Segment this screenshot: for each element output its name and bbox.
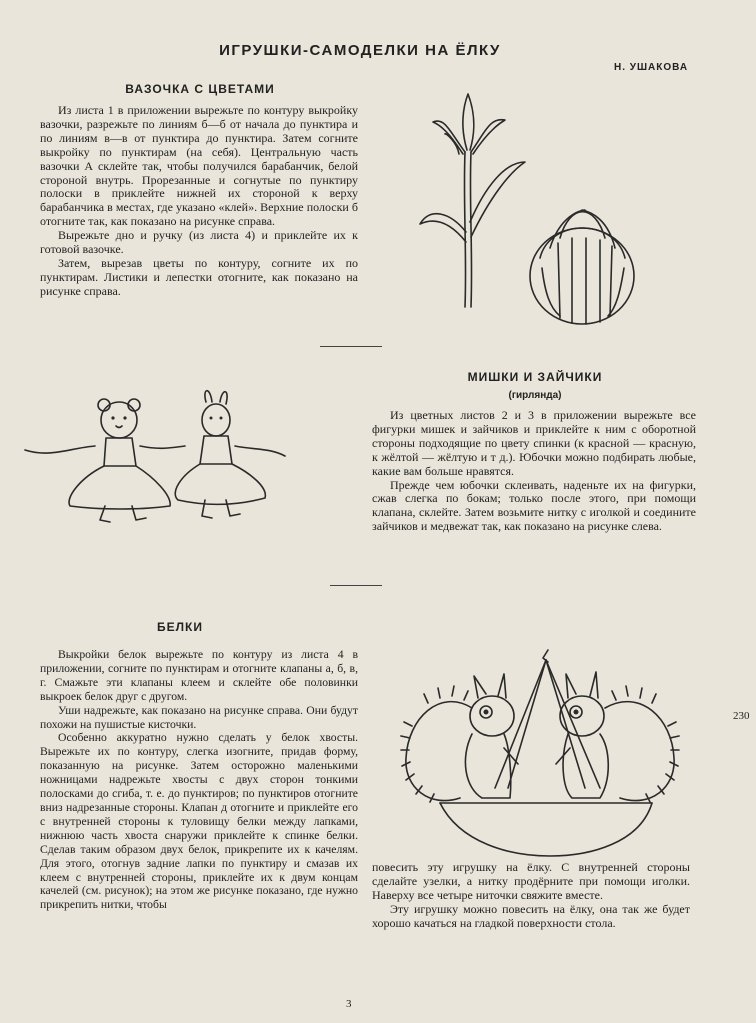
page-title: ИГРУШКИ-САМОДЕЛКИ НА ЁЛКУ bbox=[219, 42, 501, 59]
squirrels-text bbox=[40, 648, 358, 912]
bears-paragraph: Из цветных листов 2 и 3 в приложении вырежьте все фигурки мишек и зайчиков и приклейте к ним с оборотной стороны подходящие по цвету спинки (к красной — красную, к жёлтой — жёлтую и т д.). Юбочки можно подбирать любые, какие вам больше нравятся. bbox=[372, 408, 696, 478]
divider bbox=[330, 585, 382, 586]
squirrels-continuation bbox=[372, 861, 690, 931]
garland-illustration bbox=[20, 388, 290, 530]
bears-subheading: (гирлянда) bbox=[508, 390, 562, 401]
vase-heading: ВАЗОЧКА С ЦВЕТАМИ bbox=[125, 82, 275, 96]
side-number: 230 bbox=[733, 710, 750, 722]
bears-paragraph: Прежде чем юбочки склеивать, наденьте их на фигурки, сжав слегка по бокам; только после этого, при помощи клапана, склейте. Затем возьмите нитку с иголкой и соедините зайчиков и медвежат так, как показано на рисунке слева. bbox=[372, 477, 696, 534]
vase-illustration bbox=[520, 198, 650, 330]
squirrels-paragraph: Эту игрушку можно повесить на ёлку, она так же будет хорошо качаться на гладкой поверхности стола. bbox=[372, 901, 690, 930]
squirrels-heading: БЕЛКИ bbox=[157, 620, 203, 634]
author-name: Н. УШАКОВА bbox=[614, 62, 689, 73]
divider bbox=[320, 346, 382, 347]
bears-heading: МИШКИ И ЗАЙЧИКИ bbox=[467, 370, 603, 384]
flower-illustration bbox=[415, 92, 535, 317]
vase-text bbox=[40, 104, 358, 299]
squirrels-paragraph: повесить эту игрушку на ёлку. С внутренней стороны сделайте узелки, а нитку продёрните при помощи иголки. Наверху все четыре ниточки свяжите вместе. bbox=[372, 860, 690, 902]
squirrels-paragraph: Выкройки белок вырежьте по контуру из листа 4 в приложении, согните по пунктирам и отогните клапаны а, б, в, г. Смажьте эти клапаны клеем и склейте обе половинки выкроек белок друг с другом. bbox=[40, 648, 358, 703]
bears-text bbox=[372, 409, 696, 534]
vase-paragraph: Из листа 1 в приложении вырежьте по контуру выкройку вазочки, разрежьте по линиям б—б от начала до пунктира и по линиям в—в от пунктира до пунктира. Затем согните выкройку по пунктирам (на себя). Центральную часть вазочки А склейте так, чтобы получился барабанчик, белой стороной внутрь. Прорезанные и согнутые по пунктиру полоски в приклейте нижней их стороной к верху барабанчика в местах, где указано «клей». Верхние полоски б отогните так, как показано на рисунке справа. bbox=[40, 103, 358, 229]
squirrels-swing-illustration bbox=[400, 648, 680, 860]
squirrels-paragraph: Особенно аккуратно нужно сделать у белок хвосты. Вырежьте их по контуру, слегка изогните, придав форму, показанную на рисунке. Затем осторожно маленькими ножницами надрежьте хвосты с двух сторон тонкими полосками до сгиба, т. е. до пунктиров; по пунктиров отогните вниз надрезанные стороны. Клапан д отогните и приклейте его с внутренней стороны к туловищу белки между лапками, нижнюю часть хвоста снаружи приклейте к спинке белки. Сделав таким образом двух белок, прикрепите их к качелям. Для этого, отогнув задние лапки по пунктиру и смазав их клеем с внутренней стороны, приклейте их к двум концам качелей (см. рисунок); на этом же рисунке показано, где нужно прикрепить нитки, чтобы bbox=[40, 731, 358, 912]
page-number: 3 bbox=[346, 998, 352, 1010]
vase-paragraph: Вырежьте дно и ручку (из листа 4) и приклейте их к готовой вазочке. bbox=[40, 228, 358, 257]
vase-paragraph: Затем, вырезав цветы по контуру, согните их по пунктирам. Листики и лепестки отогните, как показано на рисунке справа. bbox=[40, 255, 358, 298]
squirrels-paragraph: Уши надрежьте, как показано на рисунке справа. Они будут похожи на пушистые кисточки. bbox=[40, 703, 358, 731]
